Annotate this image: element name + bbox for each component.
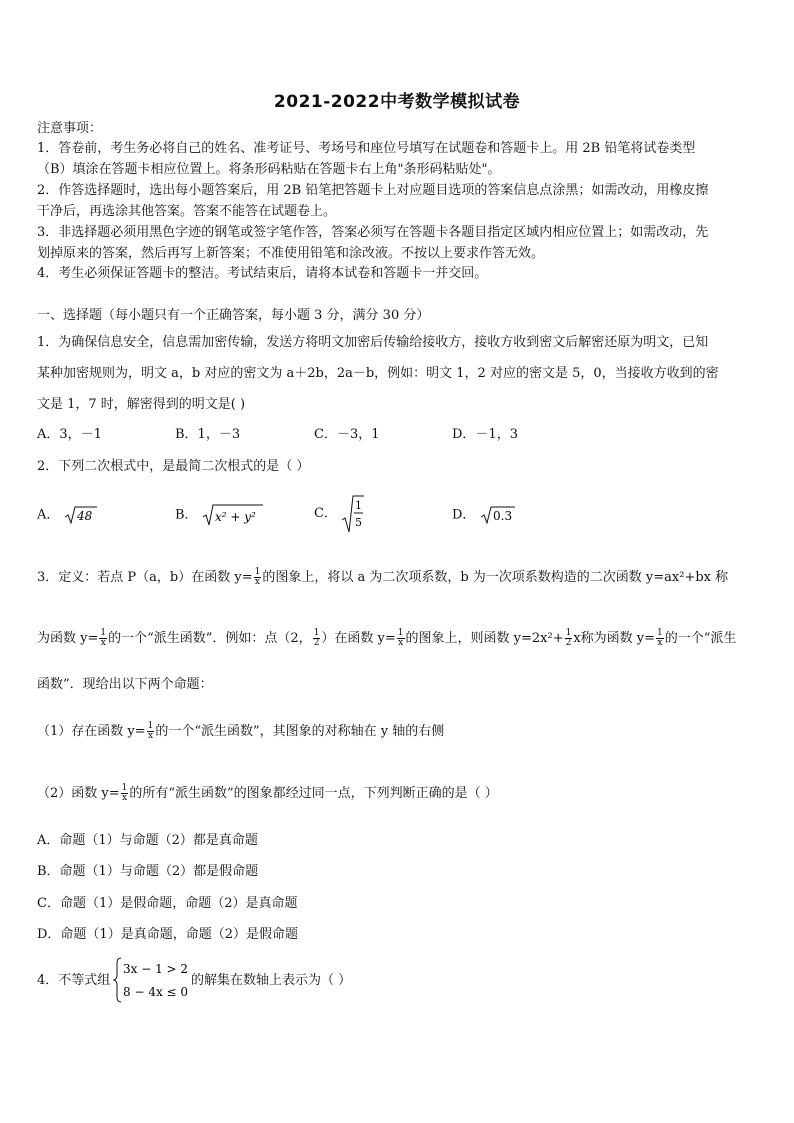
radicand: x² + y² <box>214 510 256 524</box>
sqrt-expression <box>480 505 516 525</box>
option-label: A． <box>37 507 60 523</box>
fraction-numerator: 1 <box>355 499 363 512</box>
inequality-1: 3x − 1 > 2 <box>123 962 189 976</box>
q2-option-b <box>175 503 264 527</box>
radicand: 5 <box>355 516 363 529</box>
q1-option-d: D．－1，3 <box>452 427 518 442</box>
option-label: D． <box>452 507 476 523</box>
question-2-stem: 2．下列二次根式中，是最简二次根式的是（ ） <box>37 459 310 474</box>
fraction-denominator: x <box>657 638 663 648</box>
notes-heading: 注意事项： <box>37 121 103 136</box>
q3-text: 3．定义：若点 P（a，b）在函数 y= <box>37 570 253 585</box>
fraction-numerator: 1 <box>565 628 572 638</box>
fraction <box>147 722 155 741</box>
fraction-numerator: 1 <box>397 628 404 638</box>
question-3-line-3: 函数”．现给出以下两个命题： <box>37 677 213 692</box>
notes-line: 2．作答选择题时，选出每小题答案后，用 2B 铅笔把答题卡上对应题目选项的答案信息点涂黑；如需改动，用橡皮擦 <box>37 183 709 198</box>
fraction <box>254 568 262 587</box>
sqrt-expression <box>202 503 264 527</box>
inequality-system <box>113 955 193 1009</box>
fraction <box>397 629 405 648</box>
q3-option-d: D．命题（1）是真命题，命题（2）是假命题 <box>37 927 298 942</box>
fraction-denominator: 2 <box>565 638 572 648</box>
fraction-numerator: 1 <box>100 628 107 638</box>
section-heading: 一、选择题（每小题只有一个正确答案，每小题 3 分，满分 30 分） <box>37 308 430 323</box>
inequality-2: 8 − 4x ≤ 0 <box>123 985 189 999</box>
question-3-line-1 <box>37 568 728 587</box>
fraction-denominator: x <box>254 577 260 587</box>
option-label: B． <box>175 507 198 523</box>
question-1-line: 文是 1，7 时，解密得到的明文是( ) <box>37 397 246 412</box>
notes-line: （B）填涂在答题卡相应位置上。将条形码粘贴在答题卡右上角"条形码粘贴处"。 <box>37 162 501 177</box>
q2-option-a <box>37 505 98 525</box>
q3-text: 的一个“派生 <box>664 631 737 646</box>
notes-line: 干净后，再选涂其他答案。答案不能答在试题卷上。 <box>37 204 337 219</box>
q3-option-b: B．命题（1）与命题（2）都是假命题 <box>37 864 259 879</box>
fraction-denominator: 2 <box>313 638 320 648</box>
radicand: 48 <box>76 509 92 523</box>
question-3-line-2 <box>37 629 736 648</box>
sqrt-expression <box>64 505 98 525</box>
option-label: C． <box>314 506 337 521</box>
proposition-1 <box>37 722 444 741</box>
notes-line: 3．非选择题必须用黑色字迹的钢笔或签字笔作答，答案必须写在答题卡各题目指定区域内相应位置上；如需改动，先 <box>37 225 709 240</box>
fraction-denominator: x <box>147 731 154 741</box>
fraction-numerator: 1 <box>121 783 128 793</box>
notes-line: 1．答卷前，考生务必将自己的姓名、准考证号、考场号和座位号填写在试题卷和答题卡上。用 2B 铅笔将试卷类型 <box>37 141 696 156</box>
fraction <box>121 784 129 803</box>
q3-text: （1）存在函数 y= <box>37 724 146 739</box>
q3-text: ）在函数 y= <box>321 631 396 646</box>
proposition-2 <box>37 784 498 803</box>
fraction-numerator: 1 <box>147 721 154 731</box>
q3-text: 的一个“派生函数”．例如：点（2， <box>108 631 312 646</box>
page-title: 2021-2022中考数学模拟试卷 <box>273 92 521 112</box>
q3-text: 为函数 y= <box>37 631 99 646</box>
sqrt-expression <box>341 494 365 534</box>
q2-option-d <box>452 505 516 525</box>
notes-line: 划掉原来的答案，然后再写上新答案；不准使用铅笔和涂改液。不按以上要求作答无效。 <box>37 246 545 261</box>
radicand: 0.3 <box>492 509 512 523</box>
question-1-line: 某种加密规则为，明文 a，b 对应的密文为 a＋2b，2a－b，例如：明文 1，2 对应的密文是 5，0，当接收方收到的密 <box>37 366 719 381</box>
q3-option-c: C．命题（1）是假命题，命题（2）是真命题 <box>37 896 298 911</box>
q3-text: 的一个“派生函数”，其图象的对称轴在 y 轴的右侧 <box>155 724 445 739</box>
fraction <box>656 629 664 648</box>
q1-option-c: C．－3，1 <box>314 427 380 442</box>
question-4-prefix: 4．不等式组 <box>37 973 111 988</box>
question-4-suffix: 的解集在数轴上表示为（ ） <box>191 973 352 988</box>
fraction <box>99 629 107 648</box>
q3-text: 的所有“派生函数”的图象都经过同一点，下列判断正确的是（ ） <box>129 786 498 801</box>
fraction-numerator: 1 <box>313 628 320 638</box>
fraction-denominator: x <box>398 638 404 648</box>
q1-option-a: A．3，－1 <box>37 427 102 442</box>
fraction <box>313 629 321 648</box>
q1-option-b: B．1，－3 <box>175 427 241 442</box>
q3-text: x称为函数 y= <box>573 631 656 646</box>
question-1-line: 1．为确保信息安全，信息需加密传输，发送方将明文加密后传输给接收方，接收方收到密文后解密还原为明文，已知 <box>37 335 709 350</box>
q3-text: （2）函数 y= <box>37 786 120 801</box>
q3-option-a: A．命题（1）与命题（2）都是真命题 <box>37 833 258 848</box>
fraction <box>565 629 573 648</box>
q2-option-c <box>314 494 365 534</box>
q3-text: 的图象上，则函数 y=2x²+ <box>405 631 564 646</box>
fraction-numerator: 1 <box>254 567 261 577</box>
notes-line: 4．考生必须保证答题卡的整洁。考试结束后，请将本试卷和答题卡一并交回。 <box>37 266 488 281</box>
fraction-denominator: x <box>100 638 106 648</box>
fraction-denominator: x <box>121 793 128 803</box>
fraction-numerator: 1 <box>657 628 663 638</box>
q3-text: 的图象上，将以 a 为二次项系数，b 为一次项系数构造的二次函数 y=ax²+bx 称 <box>262 570 729 585</box>
